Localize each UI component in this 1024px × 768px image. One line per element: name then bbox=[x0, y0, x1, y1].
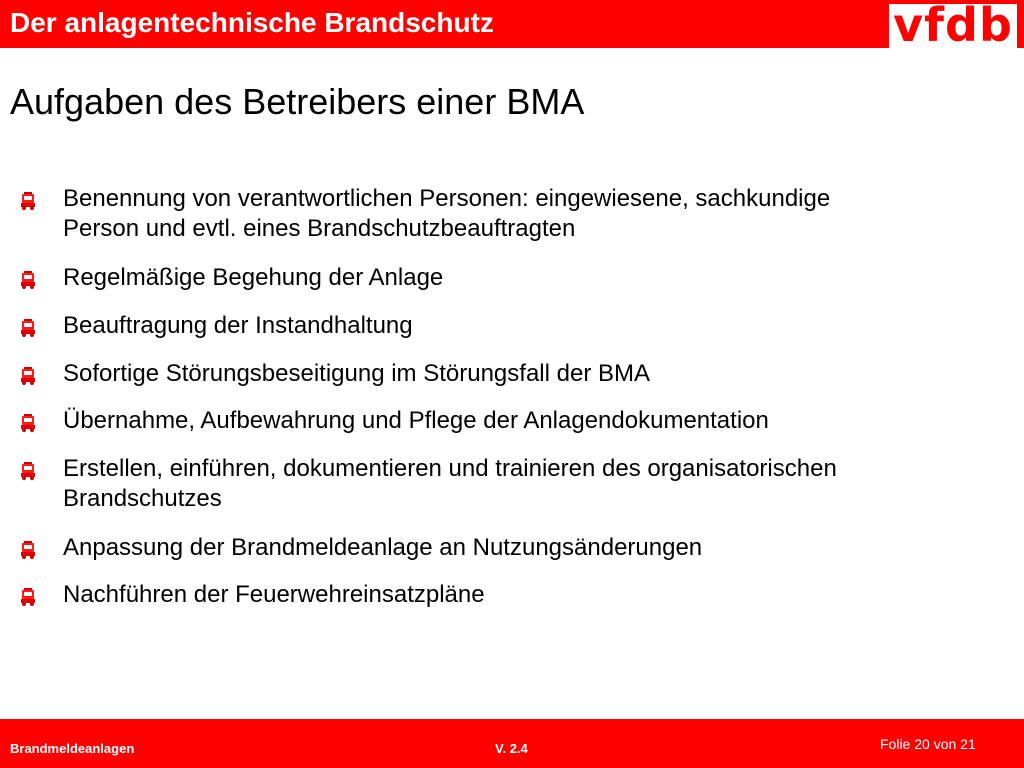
bullet-line: Brandschutzes bbox=[63, 485, 222, 512]
bullet-line: Sofortige Störungsbeseitigung im Störungsfall der BMA bbox=[63, 360, 650, 387]
footer-slide-number: Folie 20 von 21 bbox=[880, 736, 976, 752]
bullet-text bbox=[63, 454, 993, 514]
bullet-line: Beauftragung der Instandhaltung bbox=[63, 312, 413, 339]
slide-title: Aufgaben des Betreibers einer BMA bbox=[10, 81, 585, 122]
bullet-text bbox=[63, 311, 993, 341]
bullet-line: Person und evtl. eines Brandschutzbeauftragten bbox=[63, 215, 576, 242]
header-title: Der anlagentechnische Brandschutz bbox=[10, 7, 494, 38]
bullet-text bbox=[63, 406, 993, 436]
fire-truck-icon bbox=[18, 366, 38, 386]
bullet-text bbox=[63, 184, 993, 244]
fire-truck-icon bbox=[18, 587, 38, 607]
fire-truck-icon bbox=[18, 270, 38, 290]
footer-presentation-name: Brandmeldeanlagen bbox=[10, 741, 135, 756]
footer-bar bbox=[0, 719, 1024, 768]
bullet-line: Erstellen, einführen, dokumentieren und trainieren des organisatorischen bbox=[63, 455, 837, 482]
bullet-text bbox=[63, 359, 993, 389]
bullet-line: Nachführen der Feuerwehreinsatzpläne bbox=[63, 581, 485, 608]
bullet-line: Anpassung der Brandmeldeanlage an Nutzungsänderungen bbox=[63, 534, 703, 561]
bullet-text bbox=[63, 580, 993, 610]
logo-text: vfdb bbox=[893, 0, 1013, 52]
fire-truck-icon bbox=[18, 318, 38, 338]
fire-truck-icon bbox=[18, 413, 38, 433]
bullet-line: Übernahme, Aufbewahrung und Pflege der Anlagendokumentation bbox=[63, 407, 769, 434]
bullet-line: Regelmäßige Begehung der Anlage bbox=[63, 264, 444, 291]
bullet-line: Benennung von verantwortlichen Personen: eingewiesene, sachkundige bbox=[63, 185, 831, 212]
fire-truck-icon bbox=[18, 191, 38, 211]
fire-truck-icon bbox=[18, 461, 38, 481]
fire-truck-icon bbox=[18, 540, 38, 560]
bullet-text bbox=[63, 533, 993, 563]
bullet-text bbox=[63, 263, 993, 293]
footer-version: V. 2.4 bbox=[495, 741, 528, 756]
